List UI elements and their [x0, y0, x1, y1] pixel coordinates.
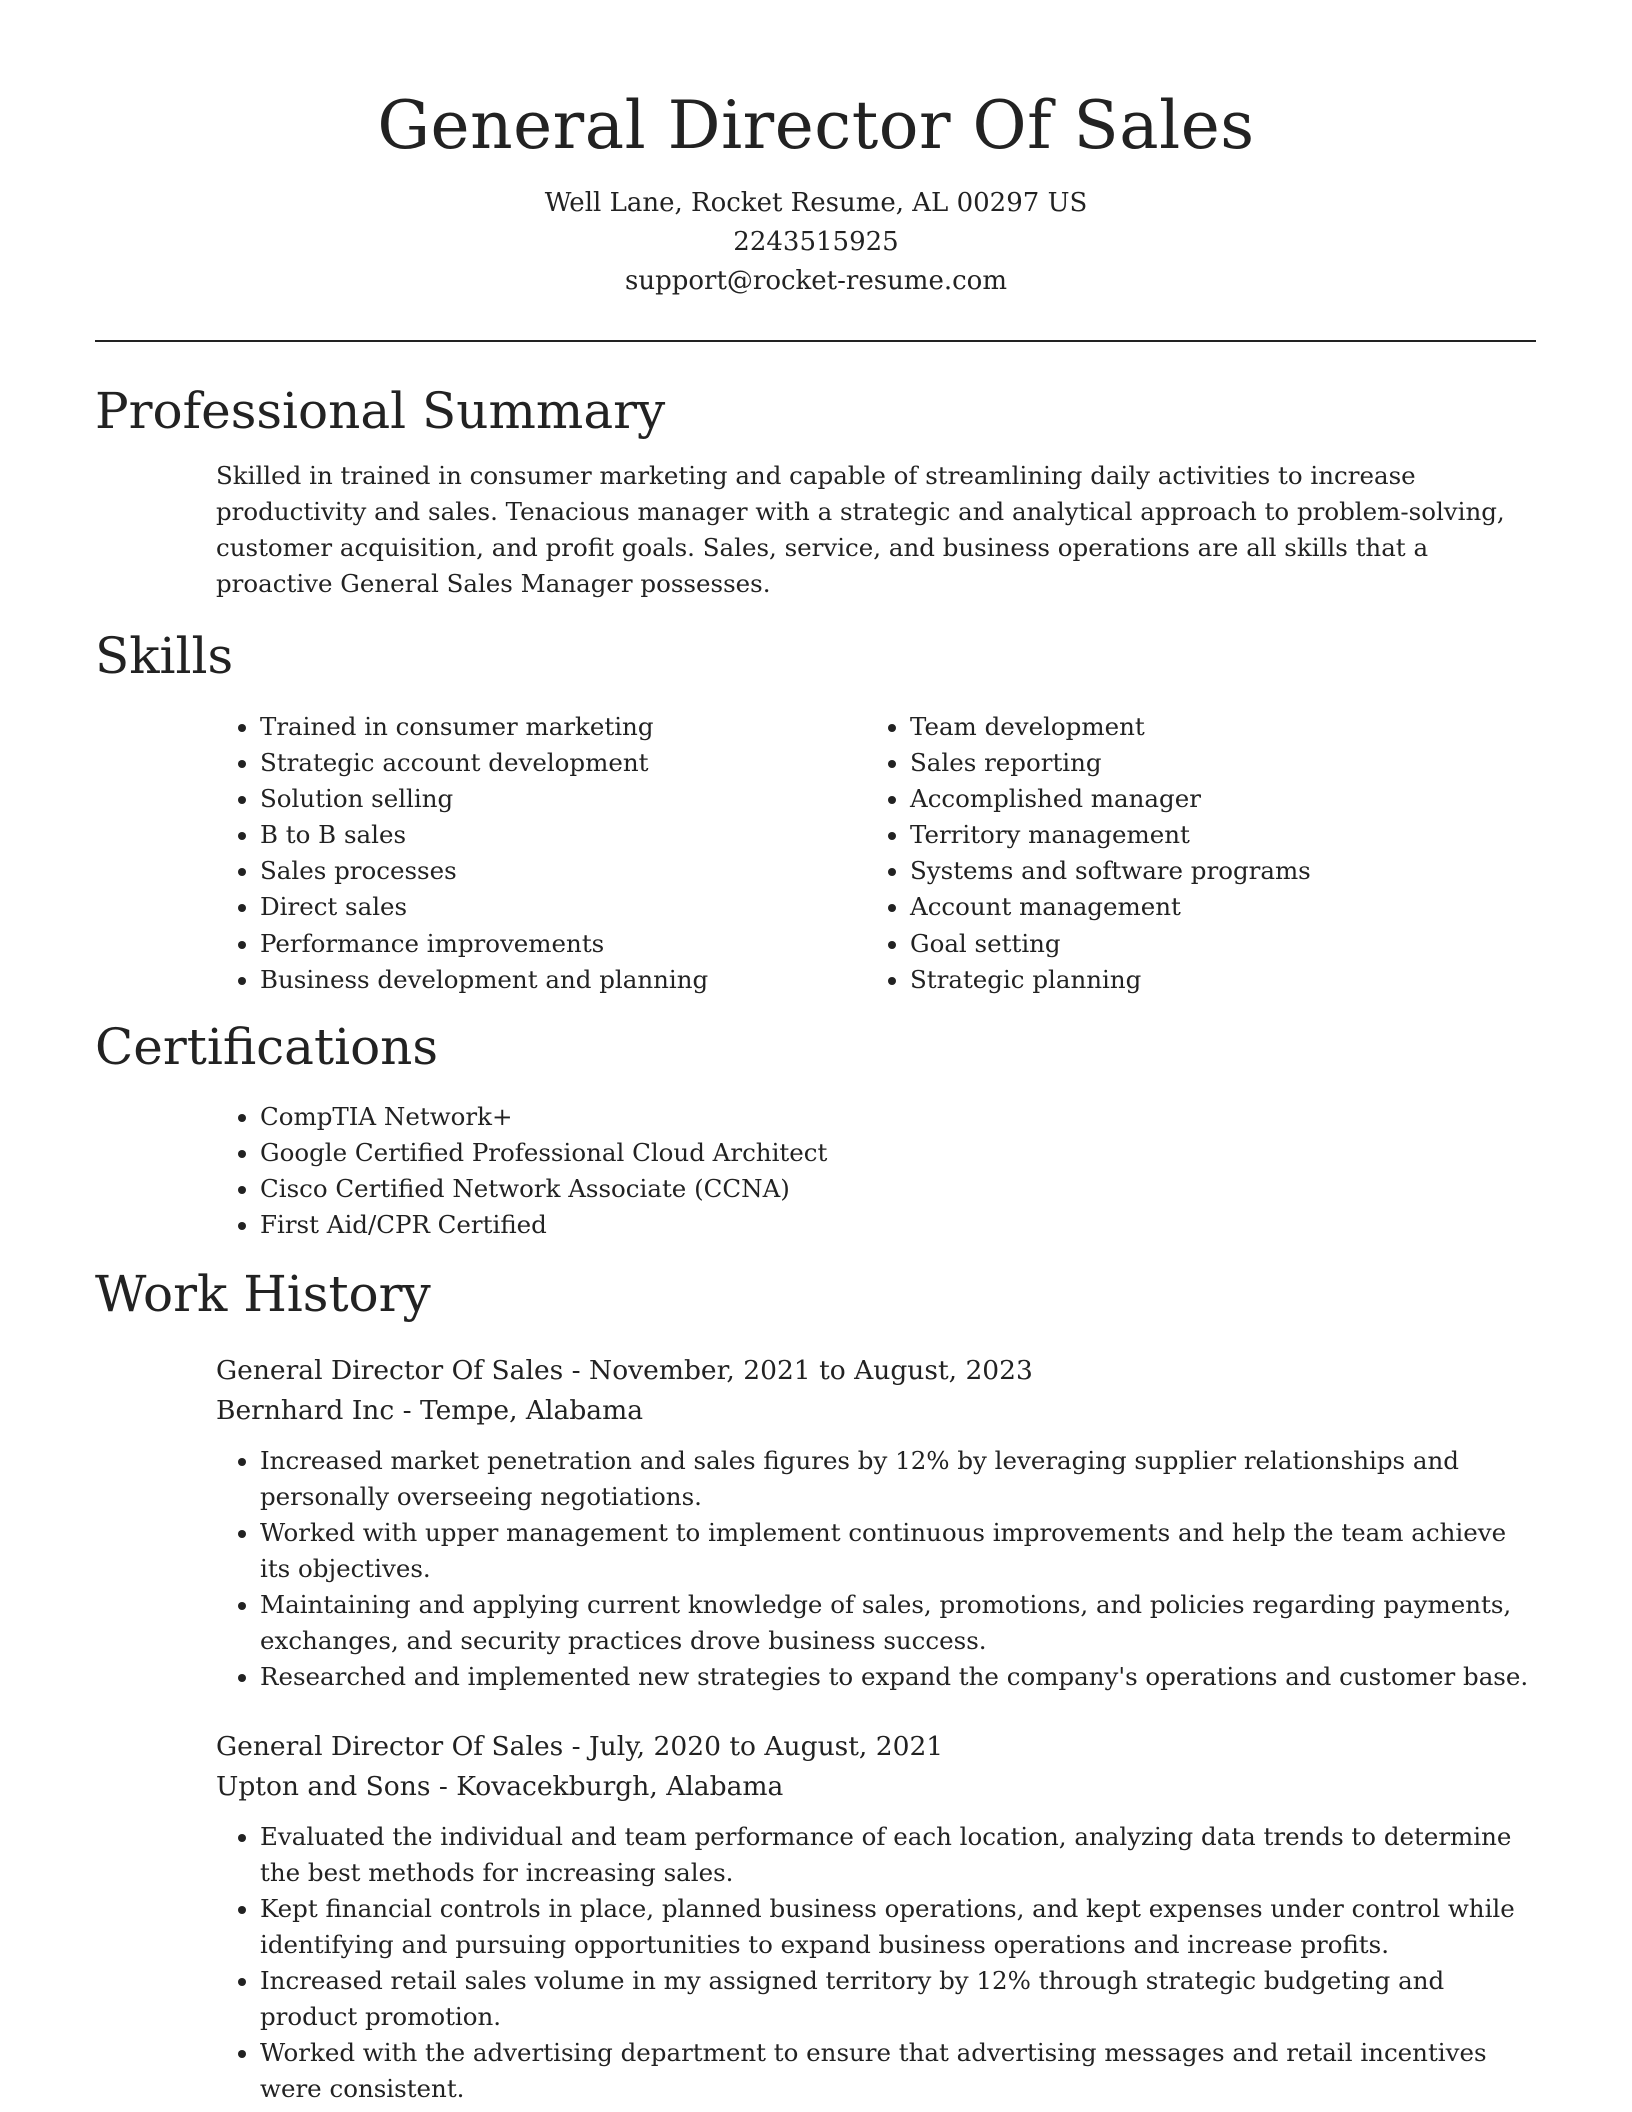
skill-item: • Account management: [910, 889, 1550, 925]
summary-text: Skilled in trained in consumer marketing and capable of streamlining daily activities to increase productivity and sales. Tenacious manager with a strategic and analytical approach to problem-solving, customer acquisition, and profit goals. Sales, service, and business operations are all skills that a proactive General Sales Manager possesses.: [216, 461, 1505, 598]
job-bullet: • Increased market penetration and sales figures by 12% by leveraging supplier relationships and personally overseeing negotiations.: [260, 1443, 1541, 1515]
job-entry: [216, 1727, 1541, 2107]
skill-item: • Team development: [910, 709, 1550, 745]
certification-item: • Cisco Certified Network Associate (CCNA): [260, 1171, 1541, 1207]
job-bullet: • Increased retail sales volume in my assigned territory by 12% through strategic budgeting and product promotion.: [260, 1963, 1541, 2035]
skills-list-right: [866, 709, 1550, 998]
skill-item: • Sales processes: [260, 853, 900, 889]
skill-item: • Territory management: [910, 817, 1550, 853]
skill-item: • Sales reporting: [910, 745, 1550, 781]
header-divider: [95, 340, 1536, 342]
job-title-line: General Director Of Sales - November, 2021 to August, 2023: [216, 1355, 1033, 1386]
skill-item: • Business development and planning: [260, 962, 900, 998]
certification-item: • First Aid/CPR Certified: [260, 1207, 1541, 1243]
page-title: General Director Of Sales: [377, 87, 1255, 164]
skill-item: • Strategic planning: [910, 962, 1550, 998]
section-title-certifications: Certifications: [95, 1018, 439, 1076]
certification-item: • Google Certified Professional Cloud Architect: [260, 1135, 1541, 1171]
certifications-section: [216, 1099, 1541, 1243]
job-bullet: • Worked with upper management to implement continuous improvements and help the team achieve its objectives.: [260, 1515, 1541, 1587]
skill-item: • Systems and software programs: [910, 853, 1550, 889]
skills-list-left: [216, 709, 900, 998]
job-bullets: [216, 1443, 1541, 1695]
job-bullets: [216, 1819, 1541, 2107]
job-bullet: • Researched and implemented new strategies to expand the company's operations and customer base.: [260, 1659, 1541, 1695]
job-entry: [216, 1351, 1541, 1695]
email-address: support@rocket-resume.com: [624, 266, 1007, 296]
skill-item: • Trained in consumer marketing: [260, 709, 900, 745]
contact-info: [0, 184, 1632, 301]
section-title-skills: Skills: [95, 627, 234, 685]
phone-number: 2243515925: [733, 227, 899, 257]
skill-item: • Accomplished manager: [910, 781, 1550, 817]
section-title-summary: Professional Summary: [95, 382, 666, 440]
skill-item: • Solution selling: [260, 781, 900, 817]
skill-item: • Performance improvements: [260, 926, 900, 962]
job-bullet: • Maintaining and applying current knowledge of sales, promotions, and policies regarding payments, exchanges, and security practices drove business success.: [260, 1587, 1541, 1659]
resume-header: [0, 86, 1632, 301]
skill-item: • B to B sales: [260, 817, 900, 853]
job-title-line: General Director Of Sales - July, 2020 to August, 2021: [216, 1731, 944, 1762]
summary-section: [216, 458, 1541, 602]
skill-item: • Direct sales: [260, 889, 900, 925]
section-title-work-history: Work History: [95, 1265, 431, 1323]
certification-item: • CompTIA Network+: [260, 1099, 1541, 1135]
job-company-line: Bernhard Inc - Tempe, Alabama: [216, 1395, 644, 1426]
job-company-line: Upton and Sons - Kovacekburgh, Alabama: [216, 1771, 784, 1802]
address: Well Lane, Rocket Resume, AL 00297 US: [544, 188, 1088, 218]
job-bullet: • Kept financial controls in place, planned business operations, and kept expenses under control while identifying and pursuing opportunities to expand business operations and increase profits.: [260, 1891, 1541, 1963]
skill-item: • Strategic account development: [260, 745, 900, 781]
job-bullet: • Worked with the advertising department to ensure that advertising messages and retail incentives were consistent.: [260, 2035, 1541, 2107]
certifications-list: [216, 1099, 1541, 1243]
job-bullet: • Evaluated the individual and team performance of each location, analyzing data trends to determine the best methods for increasing sales.: [260, 1819, 1541, 1891]
skill-item: • Goal setting: [910, 926, 1550, 962]
